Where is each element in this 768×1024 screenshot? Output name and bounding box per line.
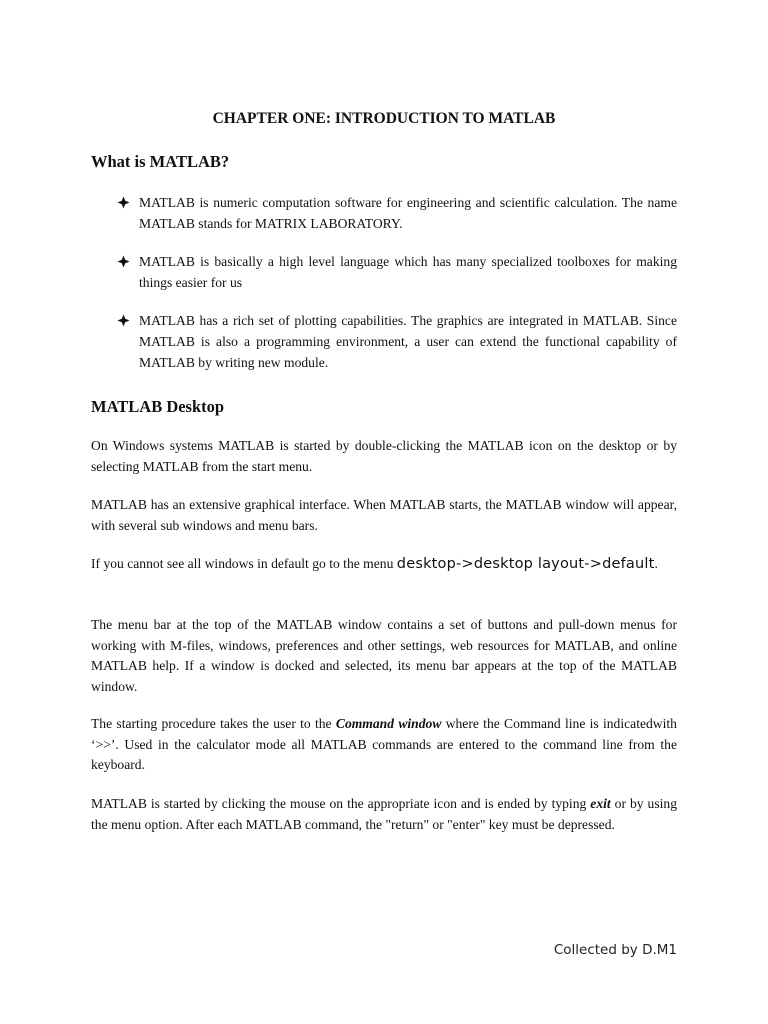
bullet-text: MATLAB has a rich set of plotting capabilities. The graphics are integrated in MATLAB. Since MATLAB is also a programming environment, a user can extend the functional capability of MATLAB by writing new module.	[139, 313, 677, 370]
list-item	[117, 310, 677, 373]
paragraph-text: .	[654, 556, 658, 571]
diamond-bullet-icon	[117, 314, 130, 327]
paragraph-text: MATLAB is started by clicking the mouse on the appropriate icon and is ended by typing	[91, 796, 591, 811]
command-window-term: Command window	[335, 716, 442, 731]
diamond-bullet-icon	[117, 196, 130, 209]
list-item	[117, 192, 677, 234]
paragraph	[91, 554, 677, 575]
bullet-list	[117, 192, 677, 373]
paragraph: On Windows systems MATLAB is started by double-clicking the MATLAB icon on the desktop or by selecting MATLAB from the start menu.	[91, 438, 677, 474]
paragraph: The menu bar at the top of the MATLAB window contains a set of buttons and pull-down menus for working with M-files, windows, preferences and other settings, web resources for MATLAB, and online MATLAB help. If a window is docked and selected, its menu bar appears at the top of the MATLAB window.	[91, 617, 677, 694]
exit-term: exit	[590, 796, 611, 811]
section-heading-matlab-desktop: MATLAB Desktop	[91, 397, 225, 416]
paragraph: MATLAB has an extensive graphical interface. When MATLAB starts, the MATLAB window will appear, with several sub windows and menu bars.	[91, 497, 677, 533]
paragraph-text: The starting procedure takes the user to the	[91, 716, 336, 731]
paragraph-text: or by using the menu option. After each MATLAB command, the "return" or "enter" key must be depressed.	[91, 796, 677, 832]
menu-path-code: desktop->desktop layout->default	[396, 556, 655, 572]
paragraph	[91, 794, 677, 835]
bullet-text: MATLAB is numeric computation software for engineering and scientific calculation. The name MATLAB stands for MATRIX LABORATORY.	[139, 195, 677, 231]
section-heading-what-is-matlab: What is MATLAB?	[91, 152, 230, 171]
diamond-bullet-icon	[117, 255, 130, 268]
bullet-text: MATLAB is basically a high level language which has many specialized toolboxes for making things easier for us	[139, 254, 677, 290]
list-item	[117, 251, 677, 293]
footer-credit: Collected by D.M1	[553, 942, 677, 958]
paragraph-text: where the Command line is indicatedwith ‘>>’. Used in the calculator mode all MATLAB commands are entered to the command line from the keyboard.	[91, 716, 677, 772]
chapter-title: CHAPTER ONE: INTRODUCTION TO MATLAB	[212, 110, 556, 127]
paragraph	[91, 714, 677, 776]
paragraph-text: If you cannot see all windows in default go to the menu	[91, 556, 397, 571]
